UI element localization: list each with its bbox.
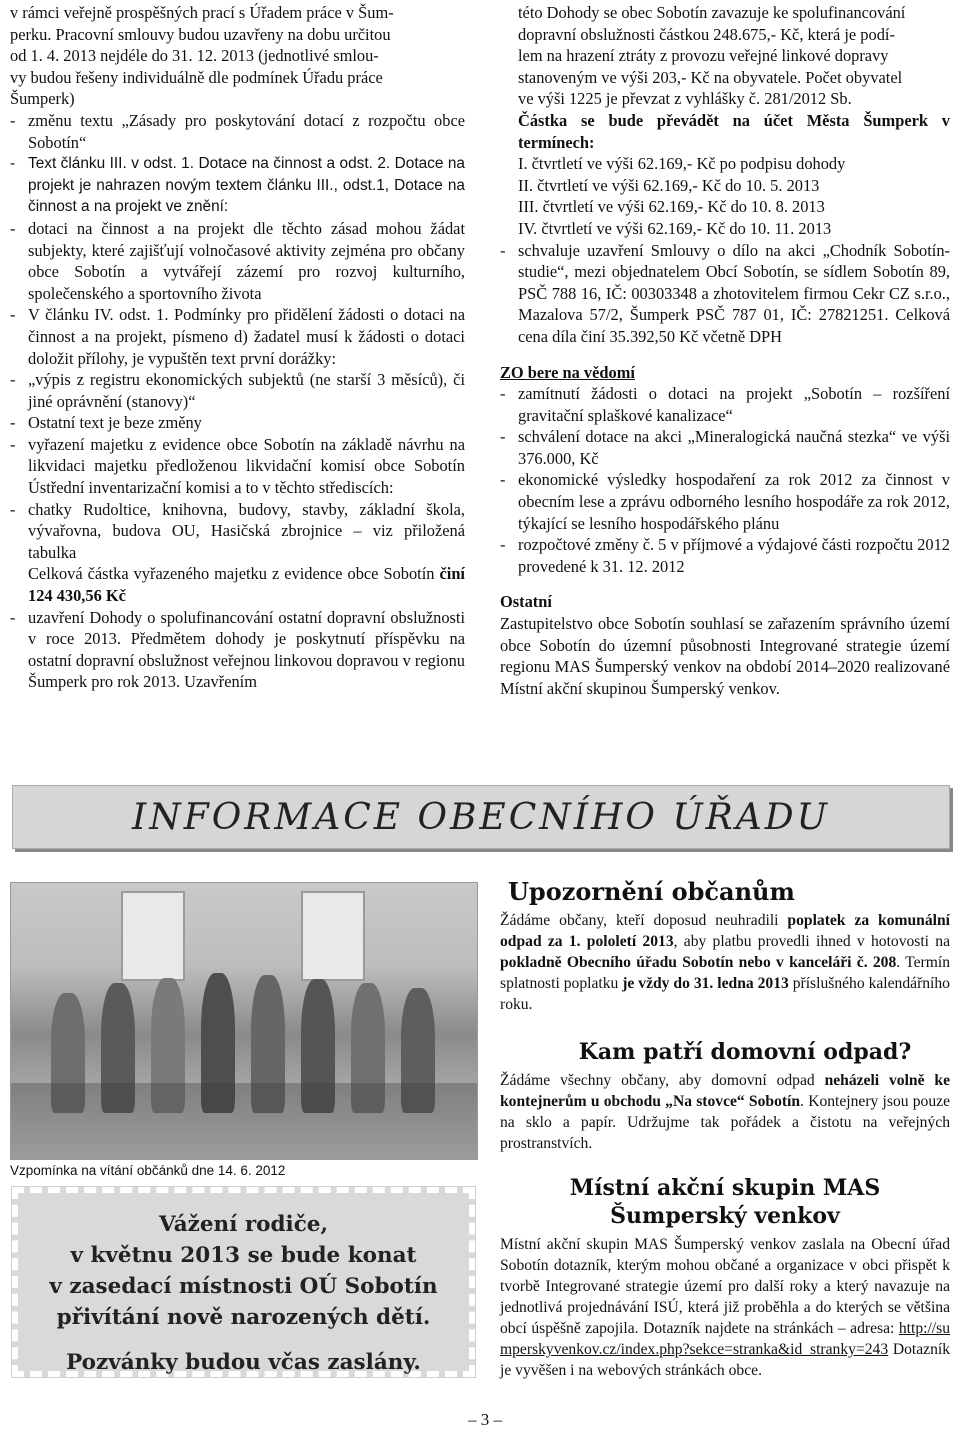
group-photo [10, 882, 478, 1160]
invitation-box [12, 1187, 475, 1377]
notice-title: Upozornění občanům [508, 877, 795, 906]
list-item: - schválení dotace na akci „Mineralogická naučná stezka“ ve výši 376.000, Kč [500, 427, 950, 468]
notice-section [500, 878, 950, 1015]
list-item: - schvaluje uzavření Smlouvy o dílo na akci „Chodník Sobotín-studie“, mezi objednatelem Obcí Sobotín, se sídlem Sobotín 89, PSČ 788 16, IČ: 00303348 a zhotovitelem firmou Cekr CZ s.r.o., Mazalova 57/2, Šumperk PSČ 787 01, IČ: 27821251. Celková cena díla činí 35.392,50 Kč včetně DPH [500, 240, 950, 346]
intro-line: vy budou řešeny individuálně dle podmínek Úřadu práce [10, 67, 383, 87]
invite-line: přivítání nově narozených dětí. [56, 1305, 431, 1330]
list-item: - ekonomické výsledky hospodaření za rok 2012 za činnost v obecním lese a zprávu odborného lesního hospodáře za rok 2012, týkající se lesního hospodářského plánu [500, 470, 950, 533]
term-line: II. čtvrtletí ve výši 62.169,- Kč do 10. 5. 2013 [518, 175, 820, 195]
invite-line: Vážení rodiče, [159, 1212, 328, 1237]
mas-title: Místní akční skupin MAS Šumperský venkov [569, 1175, 881, 1229]
waste-section [500, 1038, 950, 1154]
intro-line: od 1. 4. 2013 nejdéle do 31. 12. 2013 (jednotlivé smlou- [10, 46, 379, 66]
cont-line: lem na hrazení ztráty z provozu veřejné linkové dopravy [518, 46, 889, 66]
notice-text: Žádáme občany, kteří doposud neuhradili poplatek za komunální odpad za 1. pololetí 2013, aby platbu provedli ihned v hotovosti na pokladně Obecního úřadu Sobotín nebo v kanceláři č. 208. Termín splatnosti poplatku je vždy do 31. ledna 2013 příslušného kalendářního roku. [500, 912, 950, 1013]
list-item: - změnu textu „Zásady pro poskytování dotací z rozpočtu obce Sobotín“ [10, 110, 465, 152]
window-shape [121, 891, 185, 981]
list-item: - rozpočtové změny č. 5 v příjmové a výdajové části rozpočtu 2012 provedené k 31. 12. 2012 [500, 535, 950, 576]
cont-line: dopravní obslužnosti částkou 248.675,- Kč, která je podí- [518, 24, 895, 44]
other-text: Zastupitelstvo obce Sobotín souhlasí se zařazením správního území obce Sobotín do územní působnosti Integrované strategie území regionu MAS Šumperský venkov na období 2014–2020 realizované Místní akční skupinou Šumperský venkov. [500, 614, 950, 698]
invite-last-line: Pozvánky budou včas zaslány. [66, 1350, 421, 1375]
waste-title: Kam patří domovní odpad? [578, 1039, 912, 1065]
list-item: - dotaci na činnost a na projekt dle těchto zásad mohou žádat subjekty, které zajišťují volnočasové aktivity zejména pro občany obce Sobotín a vytvářejí zázemí pro rozvoj kulturního, společenského a sportovního života [10, 218, 465, 303]
list-item: - chatky Rudoltice, knihovna, budovy, stavby, základní škola, vývařovna, budova OU, Hasičská zbrojnice – viz přiložená tabulka [10, 499, 465, 562]
term-line: I. čtvrtletí ve výši 62.169,- Kč po podpisu dohody [518, 154, 846, 174]
front-row-shape [11, 1083, 477, 1159]
intro-line: Šumperk) [10, 89, 75, 109]
term-line: IV. čtvrtletí ve výši 62.169,- Kč do 10. 11. 2013 [518, 218, 832, 238]
cont-line: ve výši 1225 je převzat z vyhlášky č. 281/2012 Sb. [518, 89, 852, 109]
page-number: – 3 – [468, 1410, 502, 1429]
transfer-note: Částka se bude převádět na účet Města Šumperk v termínech: [518, 110, 950, 152]
window-shape [301, 891, 365, 981]
cont-line: stanoveným ve výši 203,- Kč na obyvatele. Počet obyvatel [518, 67, 903, 87]
waste-text: Žádáme všechny občany, aby domovní odpad neházeli volně ke kontejnerům u obchodu „Na stovce“ Sobotín. Kontejnery jsou pouze na sklo a papír. Udržujme tak pořádek a čistotu na veřejných prostranstvích. [500, 1072, 950, 1152]
right-column [500, 2, 950, 699]
invite-line: v květnu 2013 se bude konat [70, 1243, 417, 1268]
mas-link[interactable]: http://sumperskyvenkov.cz/index.php?sekce=stranka&id_stranky=243 [500, 1320, 950, 1358]
section-banner [12, 785, 950, 849]
list-item: - Ostatní text je beze změny [10, 413, 202, 433]
list-item: - Text článku III. v odst. 1. Dotace na činnost a odst. 2. Dotace na projekt je nahrazen novým textem článku III., odst.1, Dotace na činnost a na projekt ve znění: [10, 155, 465, 216]
cont-line: této Dohody se obec Sobotín zavazuje ke spolufinancování [518, 3, 906, 22]
banner-title: INFORMACE OBECNÍHO ÚŘADU [132, 796, 830, 838]
list-item: - vyřazení majetku z evidence obce Sobotín na základě návrhu na likvidaci majetku předloženou likvidační komisí obce Sobotín Ústřední inventarizační komisi a to v těchto střediscích: [10, 434, 465, 498]
invite-line: v zasedací místnosti OÚ Sobotín [49, 1274, 438, 1299]
mas-section [500, 1174, 950, 1381]
intro-line: perku. Pracovní smlouvy budou uzavřeny na dobu určitou [10, 24, 391, 44]
mas-text: Místní akční skupin MAS Šumperský venkov zaslala na Obecní úřad Sobotín dotazník, kterým mohou občané a organizace v obci přispět k tvorbě Integrované strategie území pro další roky a který navazuje na jednotlivá projednávání ISÚ, která již proběhla a do kterých se většina obcí úspěšně zapojila. Dotazník najdete na stránkách – adresa: http://sumperskyvenkov.cz/index.php?sekce=stranka&id_stranky=243 Dotazník je vyvěšen i na webových stránkách obce. [500, 1236, 950, 1379]
left-column [10, 2, 465, 693]
noted-heading: ZO bere na vědomí [500, 362, 635, 382]
list-item: - uzavření Dohody o spolufinancování ostatní dopravní obslužnosti v roce 2013. Předmětem dohody je poskytnutí příspěvku na ostatní dopravní obslužnost veřejnou linkovou dopravou v regionu Šumperk pro rok 2013. Uzavřením [10, 607, 465, 692]
list-item: - V článku IV. odst. 1. Podmínky pro přidělení žádosti o dotaci na činnost a na projekt, písmeno d) žadatel musí k žádosti o dotaci doložit přílohy, je vypuštěn text první dorážky: [10, 305, 465, 368]
other-heading: Ostatní [500, 592, 552, 612]
list-item: - „výpis z registru ekonomických subjektů (ne starší 3 měsíců), či jiné oprávnění (stanovy)“ [10, 370, 465, 411]
list-item: - zamítnutí žádosti o dotaci na projekt „Sobotín – rozšíření gravitační splaškové kanalizace“ [500, 384, 950, 425]
total-amount: Celková částka vyřazeného majetku z evidence obce Sobotín činí 124 430,56 Kč [28, 564, 465, 606]
term-line: III. čtvrtletí ve výši 62.169,- Kč do 10. 8. 2013 [518, 197, 825, 217]
photo-caption: Vzpomínka na vítání občánků dne 14. 6. 2012 [10, 1163, 286, 1178]
intro-line: v rámci veřejně prospěšných prací s Úřadem práce v Šum- [10, 3, 394, 22]
